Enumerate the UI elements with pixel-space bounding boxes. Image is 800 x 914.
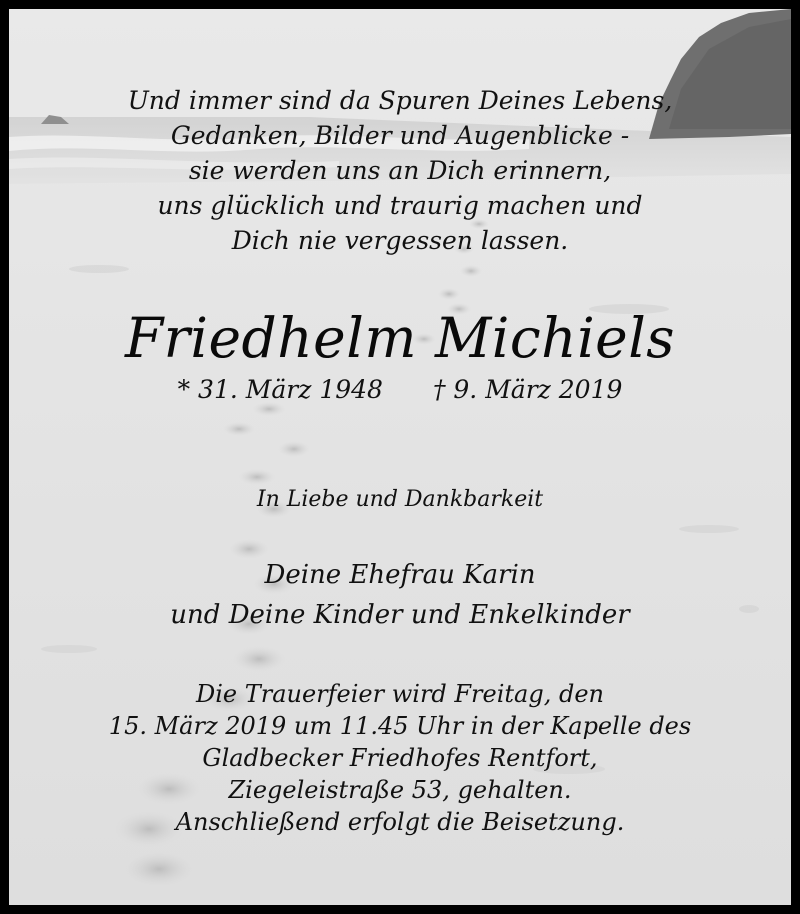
poem-line: uns glücklich und traurig machen und xyxy=(157,191,643,220)
funeral-line: 15. März 2019 um 11.45 Uhr in der Kapelle des xyxy=(108,712,692,740)
deceased-name: Friedhelm Michiels xyxy=(124,306,676,370)
poem-line: Dich nie vergessen lassen. xyxy=(231,226,569,255)
mourners-block xyxy=(9,555,791,635)
mourners-line: und Deine Kinder und Enkelkinder xyxy=(170,600,630,630)
death-date: † 9. März 2019 xyxy=(432,375,623,404)
mourners-line: Deine Ehefrau Karin xyxy=(264,560,536,590)
funeral-line: Gladbecker Friedhofes Rentfort, xyxy=(202,744,598,772)
birth-date: * 31. März 1948 xyxy=(177,375,383,404)
funeral-notice xyxy=(9,678,791,838)
dedication-line: In Liebe und Dankbarkeit xyxy=(256,487,544,512)
funeral-line: Ziegeleistraße 53, gehalten. xyxy=(228,776,572,804)
poem-line: Gedanken, Bilder und Augenblicke - xyxy=(170,121,630,150)
poem-line: sie werden uns an Dich erinnern, xyxy=(188,156,612,185)
funeral-line: Anschließend erfolgt die Beisetzung. xyxy=(175,808,625,836)
memorial-poem xyxy=(9,83,791,258)
poem-line: Und immer sind da Spuren Deines Lebens, xyxy=(127,86,673,115)
life-dates xyxy=(9,373,791,407)
funeral-line: Die Trauerfeier wird Freitag, den xyxy=(195,680,605,708)
